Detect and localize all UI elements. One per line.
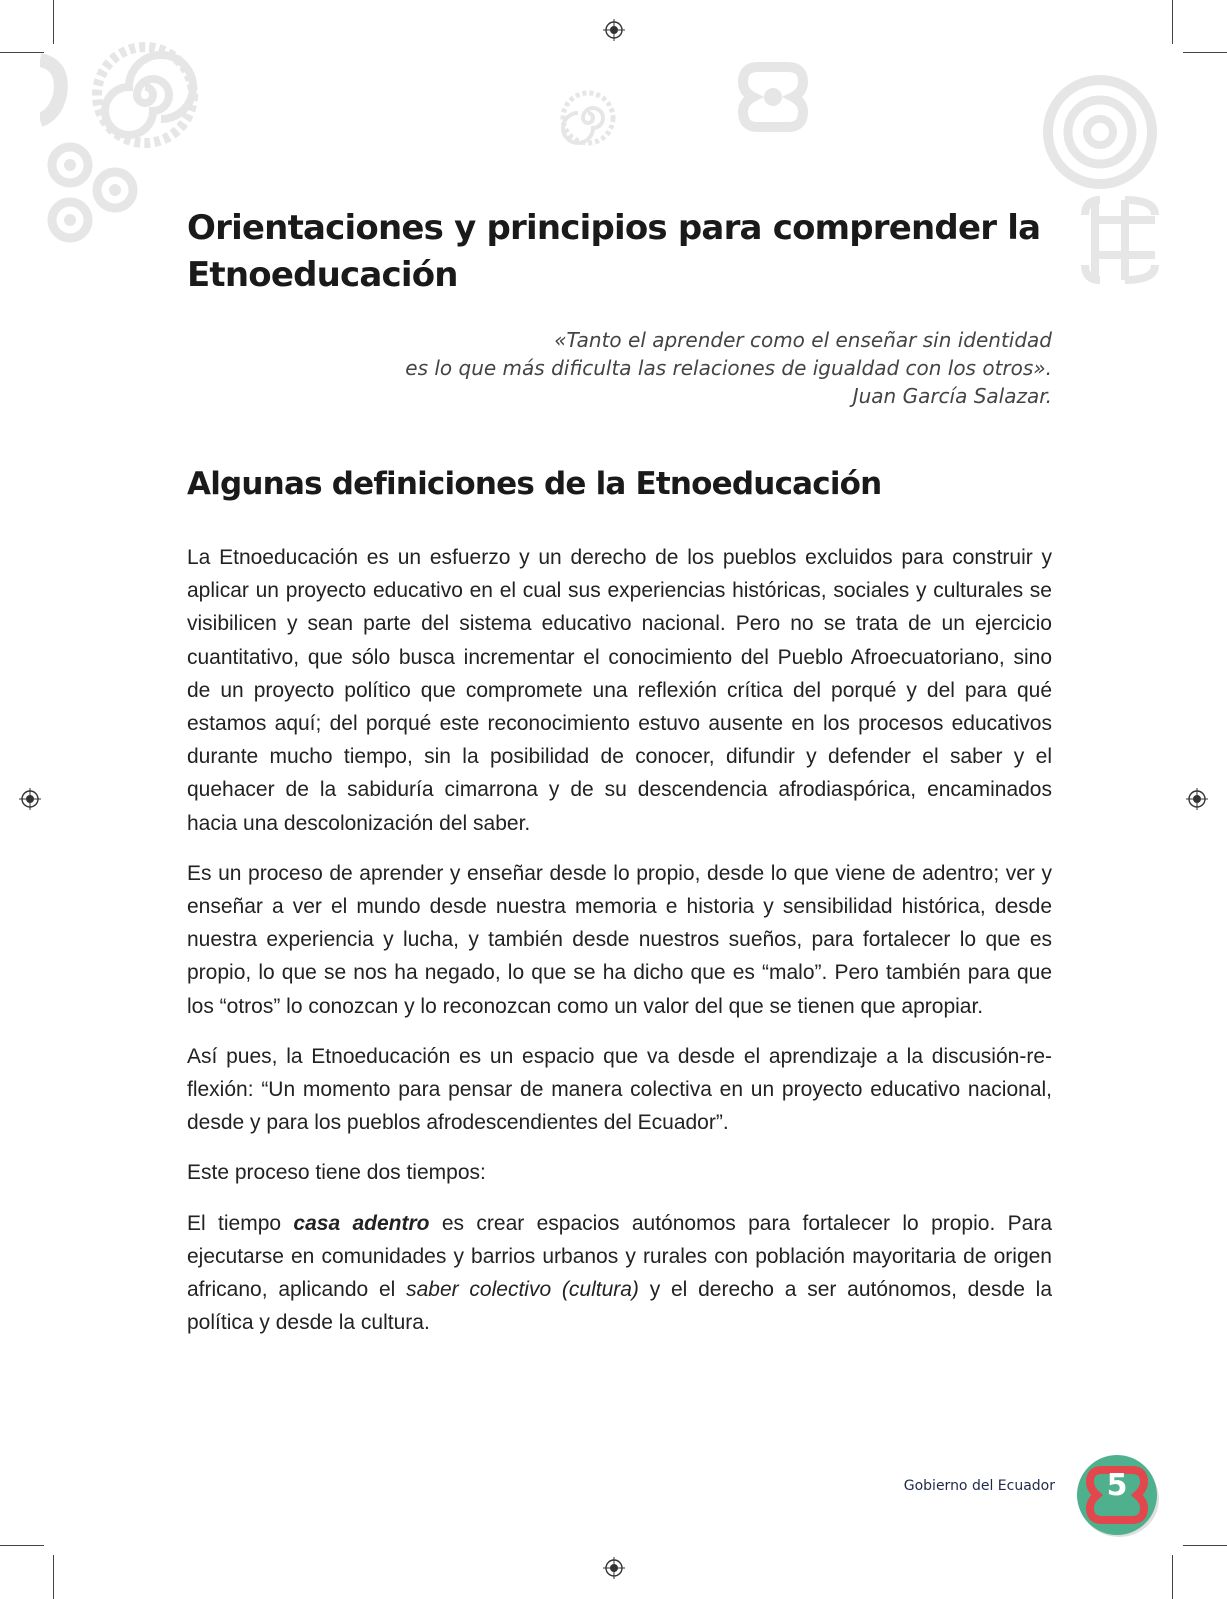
crop-mark <box>1183 52 1227 53</box>
crop-mark <box>53 1555 54 1599</box>
spiral-ornament-icon <box>40 40 200 150</box>
quote-author: Juan García Salazar. <box>852 384 1052 408</box>
crop-mark <box>0 1545 44 1546</box>
paragraph: Este proceso tiene dos tiempos: <box>187 1161 486 1185</box>
page-number: 5 <box>1106 1468 1128 1503</box>
paragraph: La Etnoeducación es un esfuerzo y un derecho de los pueblos excluidos para construir y aplicar un proyecto educativo en el cual sus experiencias históricas, sociales y culturales se visibilicen y sean parte del sistema educativo nacional. Pero no se trata de un ejercicio cuantitativo, que sólo busca incrementar el conocimiento del Pueblo Afroecuatoriano, sino de un proyecto político que compromete una reflexión crítica del porqué y del para qué estamos aquí; del porqué este reconocimiento estuvo ausente en los procesos educativos durante mucho tiempo, sin la posibilidad de conocer, difundir y defender el saber y el quehacer de la sabiduría cimarrona y de su descendencia afrodiaspórica, encaminados hacia una descolonización del saber. <box>187 546 1052 835</box>
swirl-ornament-icon <box>40 140 145 250</box>
crop-mark <box>1172 0 1173 44</box>
publisher-label: Gobierno del Ecuador <box>903 1478 1055 1494</box>
crop-mark <box>53 0 54 44</box>
body-text <box>187 541 1052 1356</box>
registration-mark-icon <box>1186 788 1208 810</box>
crop-mark <box>1172 1555 1173 1599</box>
page-title <box>187 205 1087 299</box>
paragraph: Es un proceso de aprender y enseñar desde lo propio, desde lo que viene de adentro; ver y enseñar a ver el mundo desde nuestra memoria e historia y sensibilidad histórica, desde nuestra experiencia y lucha, y también desde nuestros sueños, para fortalecer lo que es propio, lo que se nos ha negado, lo que se ha dicho que es “malo”. Pero también para que los “otros” lo conozcan y lo reconozcan como un valor del que se tienen que apropiar. <box>187 861 1052 1018</box>
crop-mark <box>1183 1545 1227 1546</box>
page-title-line: Orientaciones y principios para comprender la <box>187 208 1041 248</box>
page-title-line: Etnoeducación <box>187 255 458 295</box>
paragraph: Así pues, la Etnoeducación es un espacio que va desde el aprendizaje a la discusión-reflexión: “Un momento para pensar de manera colectiva en un proyecto educativo nacional, desde y para los pueblos afrodescendientes del Ecuador”. <box>187 1044 1052 1135</box>
registration-mark-icon <box>19 788 41 810</box>
quote-line: «Tanto el aprender como el enseñar sin identidad <box>554 328 1052 352</box>
spiral-ornament-icon <box>560 90 616 146</box>
paragraph <box>187 1207 1052 1340</box>
quote-line: es lo que más dificulta las relaciones de igualdad con los otros». <box>405 356 1052 380</box>
italic-term: saber colectivo (cultura) <box>406 1278 639 1302</box>
crop-mark <box>0 52 44 53</box>
epigraph-quote <box>380 326 1052 410</box>
paragraph-text: es crear espacios autónomos para fortalecer lo propio. Para ejecutarse en comunidades y barrios urbanos y rurales con población mayoritaria de origen africano, aplicando el <box>187 1211 1053 1302</box>
registration-mark-icon <box>603 19 625 41</box>
paragraph-text: y el derecho a ser autónomos, desde la política y desde la cultura. <box>187 1278 1053 1335</box>
section-heading: Algunas definiciones de la Etnoeducación <box>187 466 882 502</box>
emphasized-term: casa adentro <box>293 1211 430 1235</box>
flower-ornament-icon <box>733 62 813 142</box>
paragraph-text: El tiempo <box>187 1211 294 1235</box>
registration-mark-icon <box>603 1557 625 1579</box>
